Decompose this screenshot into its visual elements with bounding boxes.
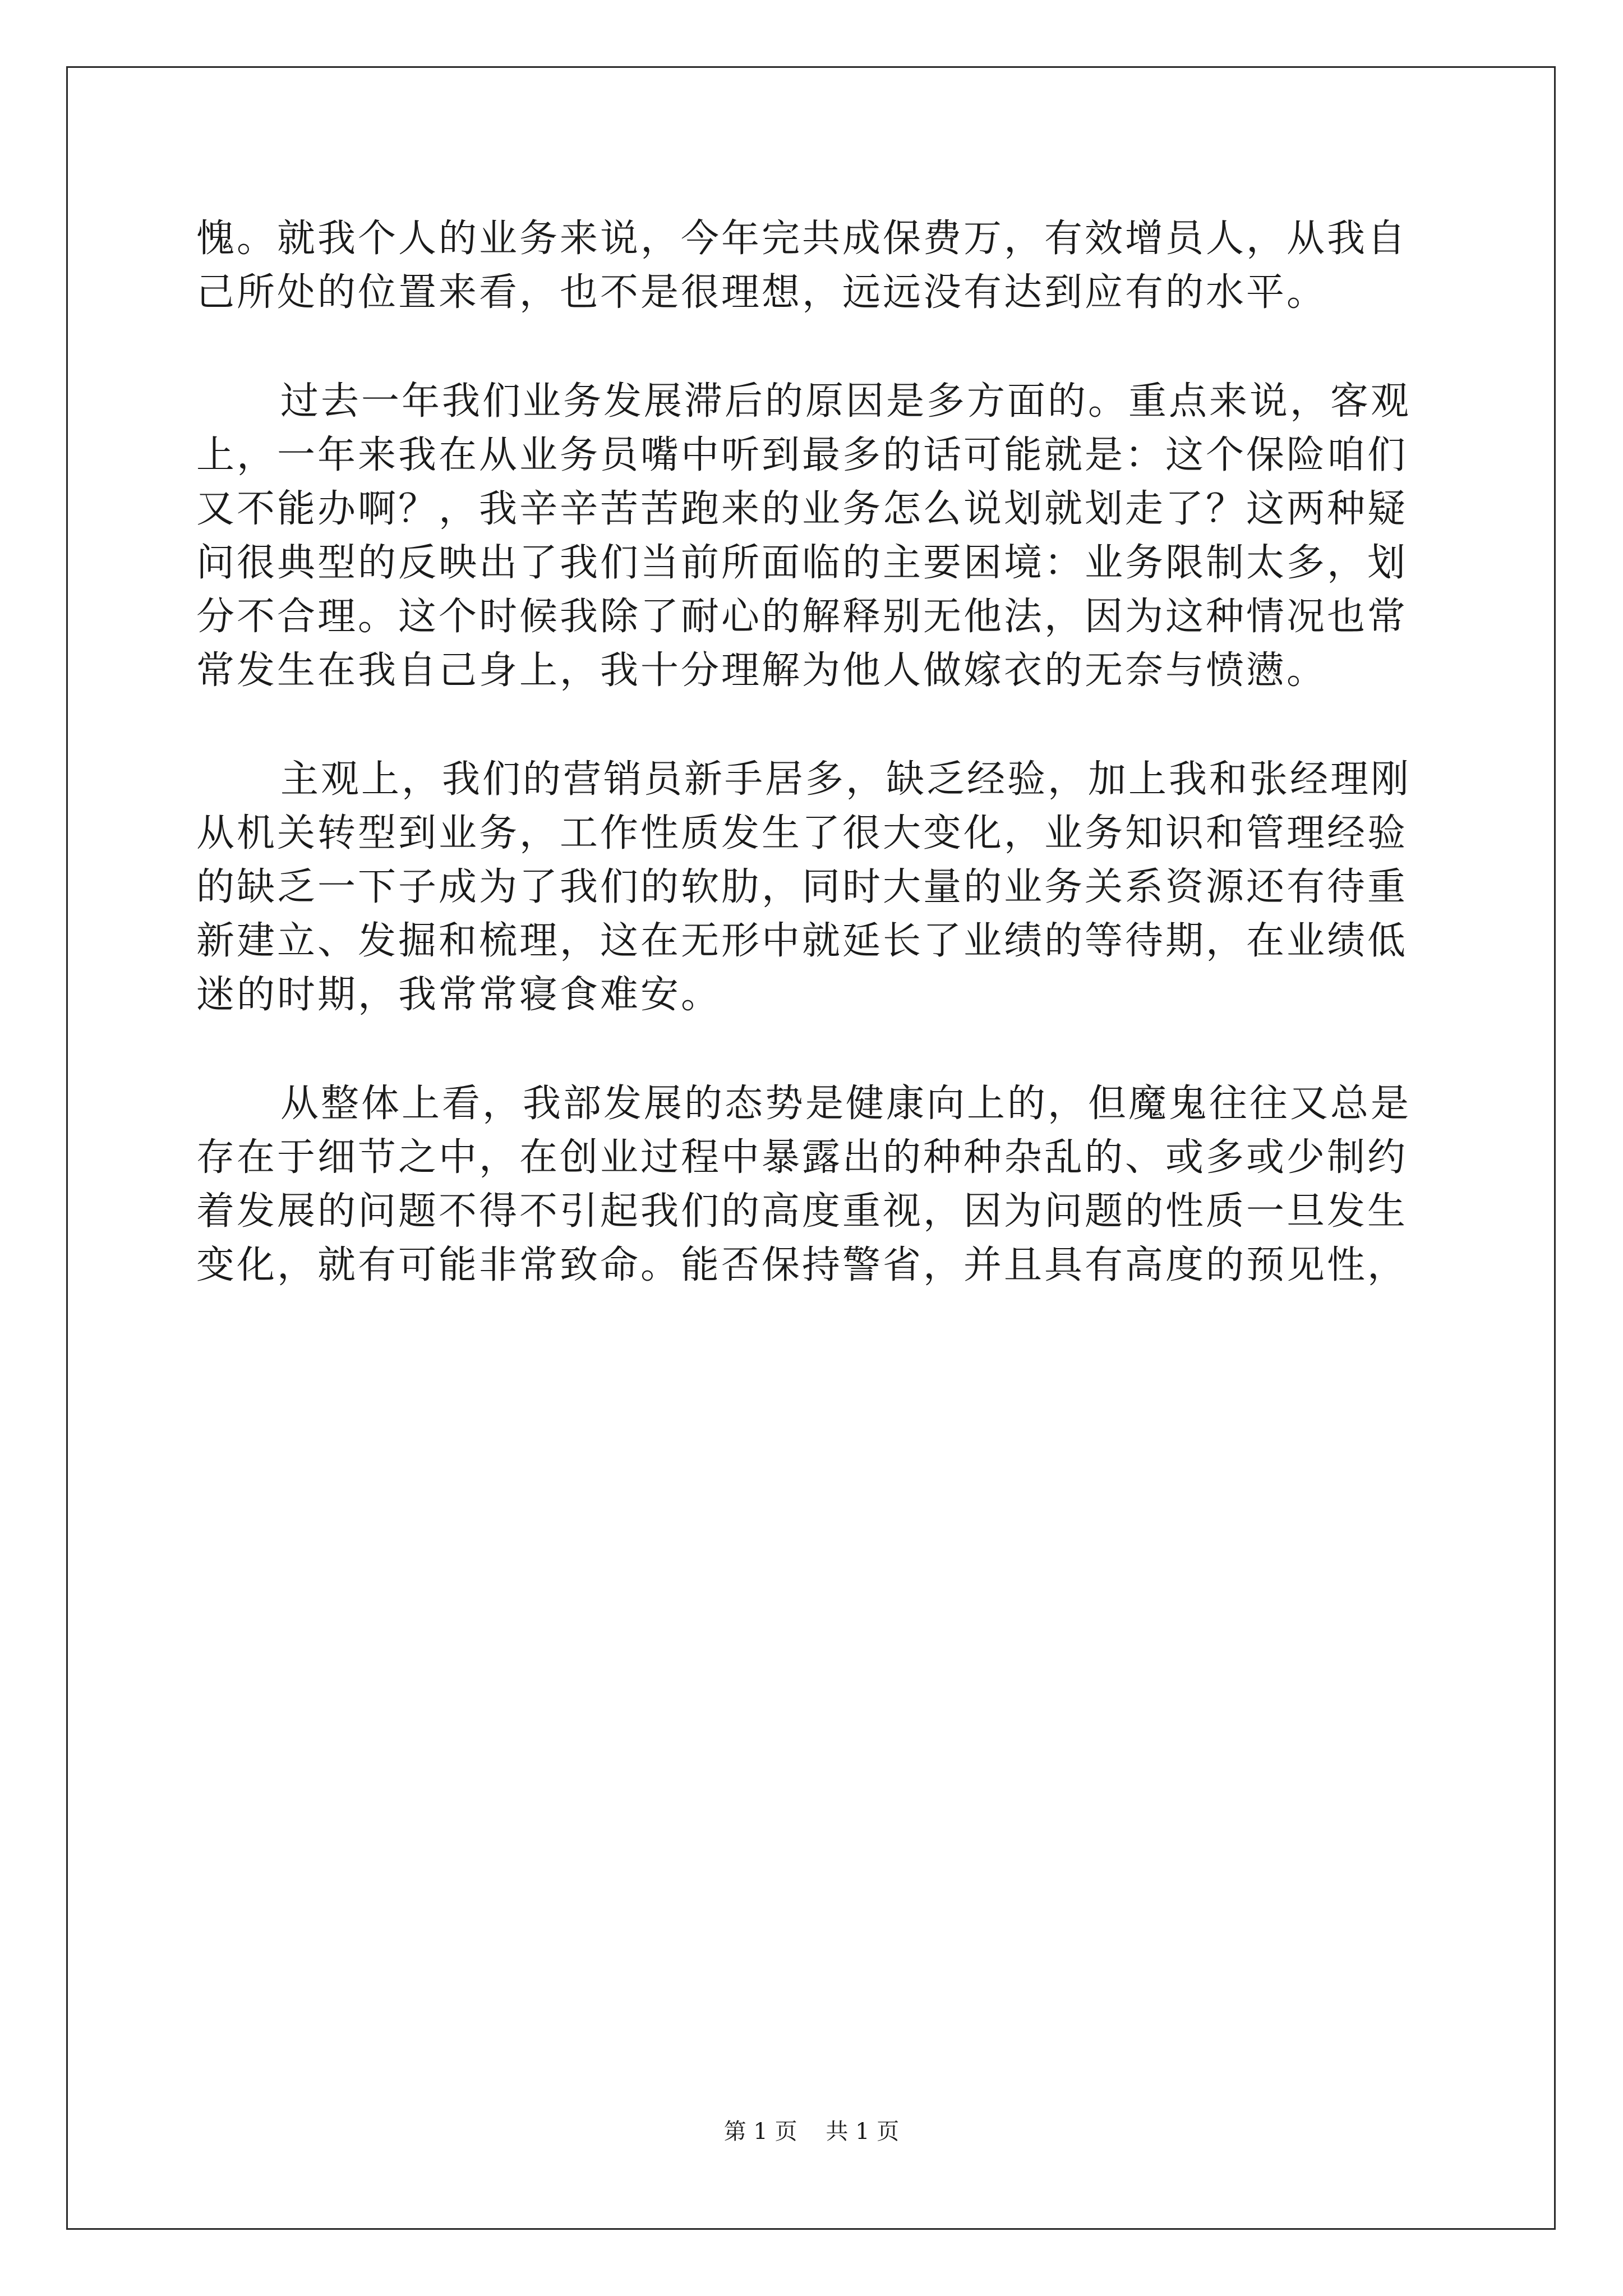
text-line: 分不合理。这个时候我除了耐心的解释别无他法，因为这种情况也常: [196, 595, 1408, 639]
text-line: 己所处的位置来看，也不是很理想，远远没有达到应有的水平。: [196, 270, 1327, 315]
text-line: 又不能办啊？，我辛辛苦苦跑来的业务怎么说划就划走了？这两种疑: [196, 487, 1408, 531]
text-line: 迷的时期，我常常寝食难安。: [196, 973, 722, 1017]
paragraph-first-line: 过去一年我们业务发展滞后的原因是多方面的。重点来说，客观: [280, 379, 1412, 424]
text-line: 常发生在我自己身上，我十分理解为他人做嫁衣的无奈与愤懑。: [196, 648, 1327, 693]
text-line: 上，一年来我在从业务员嘴中听到最多的话可能就是：这个保险咱们: [196, 433, 1408, 477]
paragraph-first-line: 从整体上看，我部发展的态势是健康向上的，但魔鬼往往又总是: [280, 1082, 1412, 1126]
text-line: 变化，就有可能非常致命。能否保持警省，并且具有高度的预见性，: [196, 1243, 1408, 1287]
text-line: 从机关转型到业务，工作性质发生了很大变化，业务知识和管理经验: [196, 811, 1408, 855]
text-line: 着发展的问题不得不引起我们的高度重视，因为问题的性质一旦发生: [196, 1189, 1408, 1234]
text-line: 新建立、发掘和梳理，这在无形中就延长了业绩的等待期，在业绩低: [196, 919, 1408, 963]
text-line: 的缺乏一下子成为了我们的软肋，同时大量的业务关系资源还有待重: [196, 865, 1408, 909]
text-line: 愧。就我个人的业务来说，今年完共成保费万，有效增员人，从我自: [196, 217, 1408, 261]
paragraph-first-line: 主观上，我们的营销员新手居多，缺乏经验，加上我和张经理刚: [280, 757, 1412, 802]
page-footer: 第 1 页 共 1 页: [723, 2119, 900, 2145]
text-line: 存在于细节之中，在创业过程中暴露出的种种杂乱的、或多或少制约: [196, 1135, 1408, 1180]
document-body: [196, 212, 1424, 1292]
text-line: 问很典型的反映出了我们当前所面临的主要困境：业务限制太多，划: [196, 541, 1408, 585]
